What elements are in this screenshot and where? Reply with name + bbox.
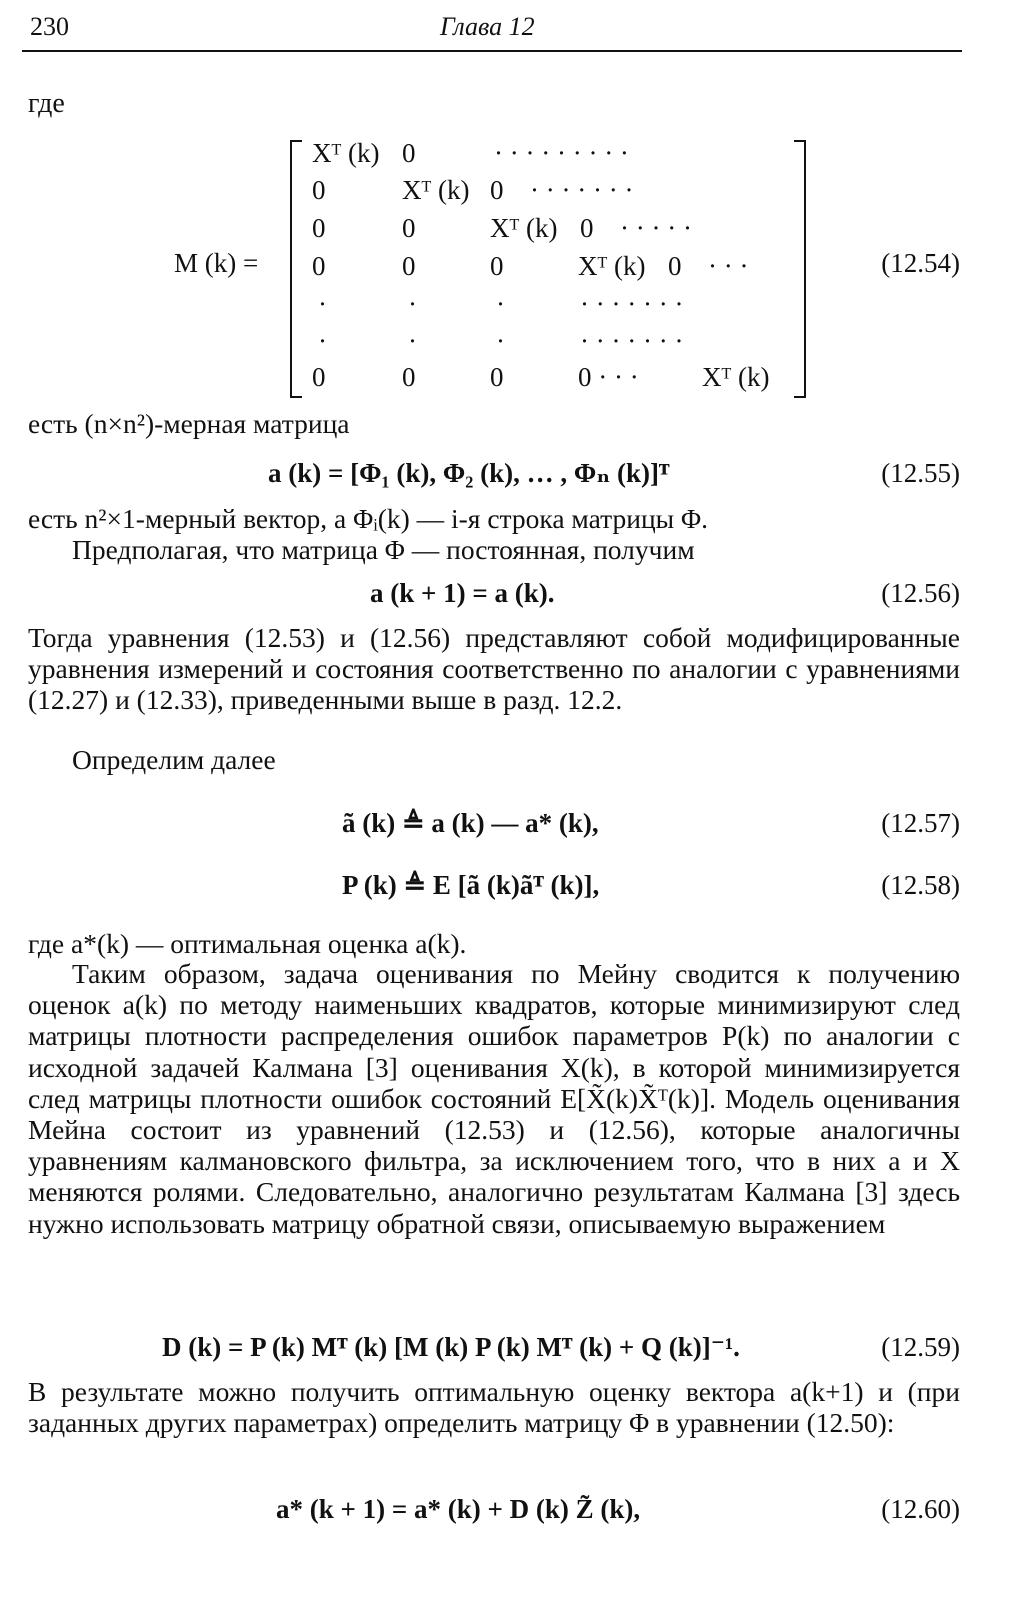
matrix-cell: · <box>496 289 505 319</box>
matrix-cell: · <box>318 326 327 356</box>
matrix-cell: 0 <box>402 213 416 243</box>
matrix-cell: · · · <box>708 251 749 281</box>
chapter-title: Глава 12 <box>440 12 535 41</box>
matrix-cell: 0 <box>312 251 326 281</box>
text-paragraph: Определим далее <box>72 744 276 775</box>
matrix-cell: · · · · · · · <box>530 175 634 205</box>
matrix-cell: 0 <box>312 175 326 205</box>
matrix-cell: 0 <box>668 251 682 281</box>
equation-number: (12.55) <box>881 458 960 488</box>
matrix-cell: · · · · · · · <box>580 326 684 356</box>
text-paragraph: где a*(k) — оптимальная оценка a(k). <box>28 928 467 959</box>
matrix-cell: 0 <box>402 362 416 392</box>
matrix-cell: 0 <box>312 362 326 392</box>
page-number: 230 <box>30 12 69 41</box>
equation-number: (12.56) <box>881 578 960 608</box>
equation-12-57: ã (k) ≜ a (k) — a* (k), <box>342 808 599 838</box>
matrix-cell: Xᵀ (k) <box>402 175 470 205</box>
equation-number: (12.59) <box>881 1332 960 1362</box>
equation-12-58: P (k) ≜ E [ã (k)ãᵀ (k)], <box>342 870 600 900</box>
text-paragraph: есть (n×n²)-мерная матрица <box>28 408 350 439</box>
matrix-lhs: M (k) = <box>174 248 259 278</box>
matrix-cell: 0 <box>490 175 504 205</box>
text-paragraph: Тогда уравнения (12.53) и (12.56) представляют собой модифицированные уравнения измерений и состояния соответственно по аналогии с уравнениями (12.27) и (12.33), приведенными выше в разд. 12.2. <box>28 622 960 715</box>
matrix-cell: Xᵀ (k) <box>702 362 770 392</box>
equation-number: (12.57) <box>881 808 960 838</box>
matrix-cell: Xᵀ (k) <box>490 213 558 243</box>
text-paragraph: В результате можно получить оптимальную оценку вектора a(k+1) и (при заданных других параметрах) определить матрицу Φ в уравнении (12.50): <box>28 1376 960 1438</box>
text-paragraph: Предполагая, что матрица Φ — постоянная, получим <box>72 534 695 565</box>
equation-number: (12.58) <box>881 870 960 900</box>
matrix-cell: · <box>408 326 417 356</box>
matrix-cell: 0 <box>402 251 416 281</box>
matrix-cell: · <box>318 289 327 319</box>
matrix-cell: 0 <box>490 251 504 281</box>
equation-12-55: a (k) = [Φ₁ (k), Φ₂ (k), … , Φₙ (k)]ᵀ <box>268 458 670 488</box>
matrix-cell: · <box>408 289 417 319</box>
equation-12-59: D (k) = P (k) Mᵀ (k) [M (k) P (k) Mᵀ (k) + Q (k)]⁻¹. <box>162 1332 740 1362</box>
equation-number: (12.54) <box>881 248 960 278</box>
text-paragraph: Таким образом, задача оценивания по Мейну сводится к получению оценок a(k) по методу наименьших квадратов, которые минимизируют след матрицы плотности распределения ошибок параметров P(k) по аналогии с исходной задачей Калмана [3] оценивания X(k), в которой минимизируется след матрицы плотности ошибок состояний E[X̃(k)X̃ᵀ(k)]. Модель оценивания Мейна состоит из уравнений (12.53) и (12.56), которые аналогичны уравнениям калмановского фильтра, за исключением того, что в них a и X меняются ролями. Следовательно, аналогично результатам Калмана [3] здесь нужно использовать матрицу обратной связи, описываемую выражением <box>28 958 960 1239</box>
matrix-cell: · · · · · · · <box>580 289 684 319</box>
matrix-right-bracket <box>794 140 806 398</box>
matrix-cell: · · · · · · · · · <box>494 138 629 168</box>
equation-12-60: a* (k + 1) = a* (k) + D (k) Z̃ (k), <box>276 1494 641 1524</box>
matrix-cell: · <box>496 326 505 356</box>
matrix-cell: 0 <box>490 362 504 392</box>
matrix-left-bracket <box>290 140 302 398</box>
equation-number: (12.60) <box>881 1494 960 1524</box>
matrix-cell: · · · · · <box>620 213 692 243</box>
header-rule <box>22 50 962 52</box>
matrix-cell: 0 <box>312 213 326 243</box>
matrix-cell: 0 <box>580 213 594 243</box>
matrix-cell: Xᵀ (k) <box>578 251 646 281</box>
matrix-cell: 0 <box>402 138 416 168</box>
matrix-cell: Xᵀ (k) <box>312 138 380 168</box>
equation-12-56: a (k + 1) = a (k). <box>370 578 555 608</box>
matrix-cell: 0 · · · <box>578 362 639 392</box>
text-where: где <box>28 88 65 119</box>
text-paragraph: есть n²×1-мерный вектор, а Φᵢ(k) — i-я строка матрицы Φ. <box>28 503 708 534</box>
